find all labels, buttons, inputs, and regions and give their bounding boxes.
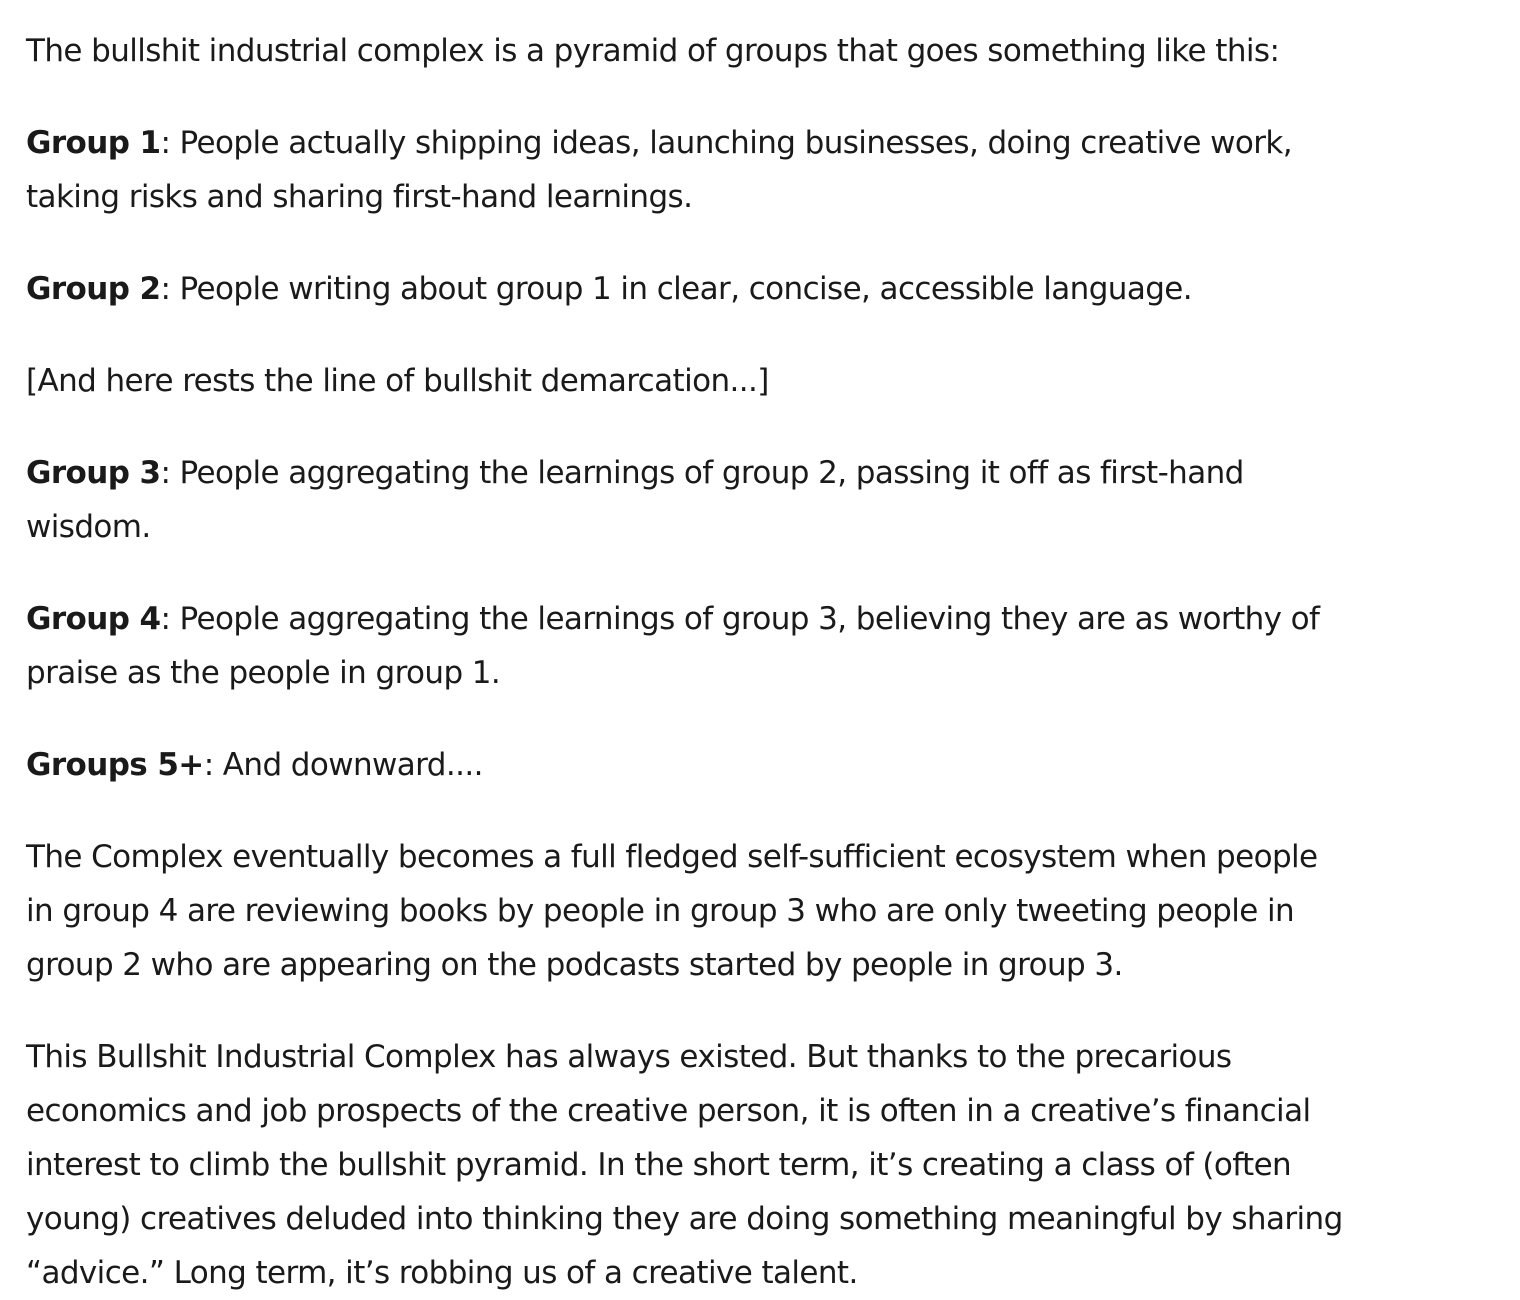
group-4-paragraph: [26, 592, 1520, 700]
group-3-line-1: [26, 446, 1520, 500]
group-3-text-1: : People aggregating the learnings of group 2, passing it off as first-hand: [160, 455, 1244, 491]
group-4-line-2: praise as the people in group 1.: [26, 655, 501, 691]
group-5-label: Groups 5+: [26, 747, 204, 783]
group-1-line-2: taking risks and sharing first-hand learnings.: [26, 179, 693, 215]
group-3-paragraph: [26, 446, 1520, 554]
group-2-text-1: : People writing about group 1 in clear, concise, accessible language.: [160, 271, 1193, 307]
group-5-paragraph: [26, 738, 1520, 792]
ecosystem-line-3: group 2 who are appearing on the podcasts started by people in group 3.: [26, 947, 1123, 983]
group-1-line-1: [26, 116, 1520, 170]
demarcation-text: [And here rests the line of bullshit demarcation...]: [26, 363, 769, 399]
group-3-label: Group 3: [26, 455, 161, 491]
group-2-label: Group 2: [26, 271, 161, 307]
intro-paragraph: [26, 24, 1520, 78]
conclusion-line-1: This Bullshit Industrial Complex has always existed. But thanks to the precarious: [26, 1039, 1232, 1075]
group-5-text-1: : And downward....: [203, 747, 483, 783]
group-1-paragraph: [26, 116, 1520, 224]
ecosystem-paragraph: [26, 830, 1520, 992]
conclusion-line-5: “advice.” Long term, it’s robbing us of a creative talent.: [26, 1255, 858, 1291]
intro-text: The bullshit industrial complex is a pyramid of groups that goes something like this:: [26, 33, 1280, 69]
demarcation-paragraph: [26, 354, 1520, 408]
group-5-line-1: [26, 738, 1520, 792]
group-2-paragraph: [26, 262, 1520, 316]
group-3-line-2: wisdom.: [26, 509, 151, 545]
ecosystem-line-2: in group 4 are reviewing books by people in group 3 who are only tweeting people in: [26, 893, 1295, 929]
conclusion-paragraph: [26, 1030, 1520, 1300]
conclusion-line-4: young) creatives deluded into thinking they are doing something meaningful by sharing: [26, 1201, 1343, 1237]
ecosystem-line-1: The Complex eventually becomes a full fledged self-sufficient ecosystem when people: [26, 839, 1318, 875]
group-1-text-1: : People actually shipping ideas, launching businesses, doing creative work,: [160, 125, 1292, 161]
group-1-label: Group 1: [26, 125, 161, 161]
conclusion-line-2: economics and job prospects of the creative person, it is often in a creative’s financial: [26, 1093, 1311, 1129]
group-4-text-1: : People aggregating the learnings of group 3, believing they are as worthy of: [160, 601, 1320, 637]
conclusion-line-3: interest to climb the bullshit pyramid. In the short term, it’s creating a class of (often: [26, 1147, 1292, 1183]
group-4-line-1: [26, 592, 1520, 646]
group-2-line-1: [26, 262, 1520, 316]
group-4-label: Group 4: [26, 601, 161, 637]
